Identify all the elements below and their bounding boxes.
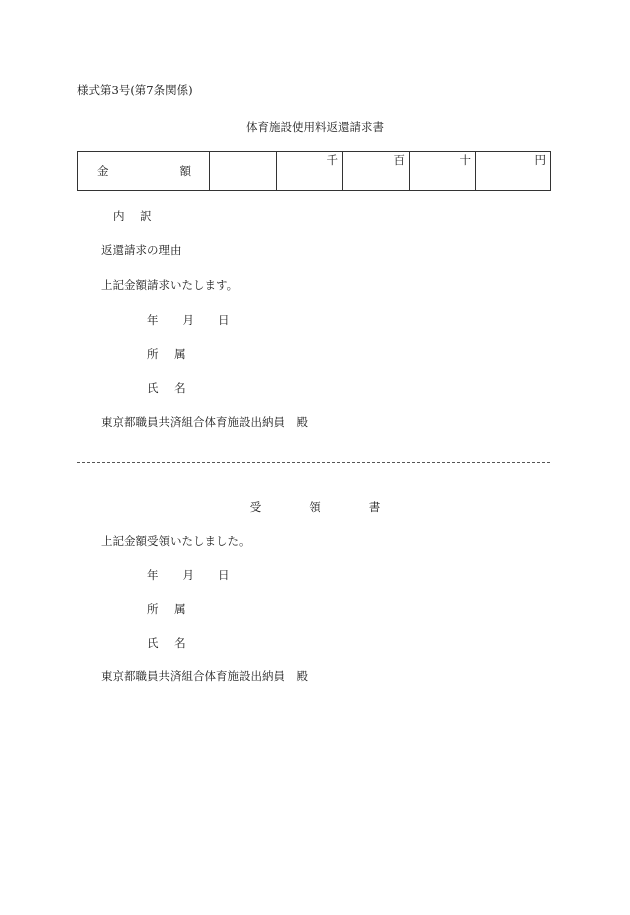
receipt-addressee: 東京都職員共済組合体育施設出納員 殿 — [101, 669, 308, 683]
date-month: 月 — [182, 313, 194, 327]
receipt-title-char-1: 受 — [249, 500, 262, 514]
form-number: 様式第3号(第7条関係) — [77, 83, 193, 97]
date-year: 年 — [147, 313, 159, 327]
cut-line-divider — [77, 462, 550, 463]
amount-cell-blank[interactable] — [210, 152, 277, 191]
receipt-date — [147, 570, 230, 582]
amount-table — [77, 151, 551, 191]
amount-cell-thousands[interactable] — [277, 152, 343, 191]
amount-cell-hundreds[interactable] — [343, 152, 410, 191]
receipt-title-char-2: 領 — [309, 500, 321, 514]
breakdown-label: 内 訳 — [113, 209, 158, 223]
receipt-affiliation-label: 所 属 — [147, 602, 192, 616]
reason-label: 返還請求の理由 — [101, 243, 182, 257]
amount-cell-tens[interactable] — [410, 152, 476, 191]
document-title: 体育施設使用料返還請求書 — [246, 120, 384, 134]
unit-tens: 十 — [459, 153, 471, 167]
receipt-title — [0, 502, 630, 514]
amount-label-left: 金 — [97, 164, 109, 178]
amount-cell-yen[interactable] — [476, 152, 551, 191]
amount-label-right: 額 — [179, 164, 191, 178]
amount-label-cell — [78, 152, 210, 191]
receipt-date-month: 月 — [182, 568, 194, 582]
unit-thousands: 千 — [326, 153, 338, 167]
addressee: 東京都職員共済組合体育施設出納員 殿 — [101, 415, 308, 429]
request-date — [147, 315, 230, 327]
receipt-statement: 上記金額受領いたしました。 — [101, 534, 251, 548]
request-statement: 上記金額請求いたします。 — [101, 278, 239, 292]
affiliation-label: 所 属 — [147, 347, 192, 361]
receipt-date-day: 日 — [218, 568, 230, 582]
receipt-date-year: 年 — [147, 568, 159, 582]
name-label: 氏 名 — [147, 381, 192, 395]
receipt-name-label: 氏 名 — [147, 636, 192, 650]
receipt-title-char-3: 書 — [368, 500, 381, 514]
date-day: 日 — [218, 313, 230, 327]
unit-hundreds: 百 — [393, 153, 405, 167]
unit-yen: 円 — [534, 153, 546, 167]
